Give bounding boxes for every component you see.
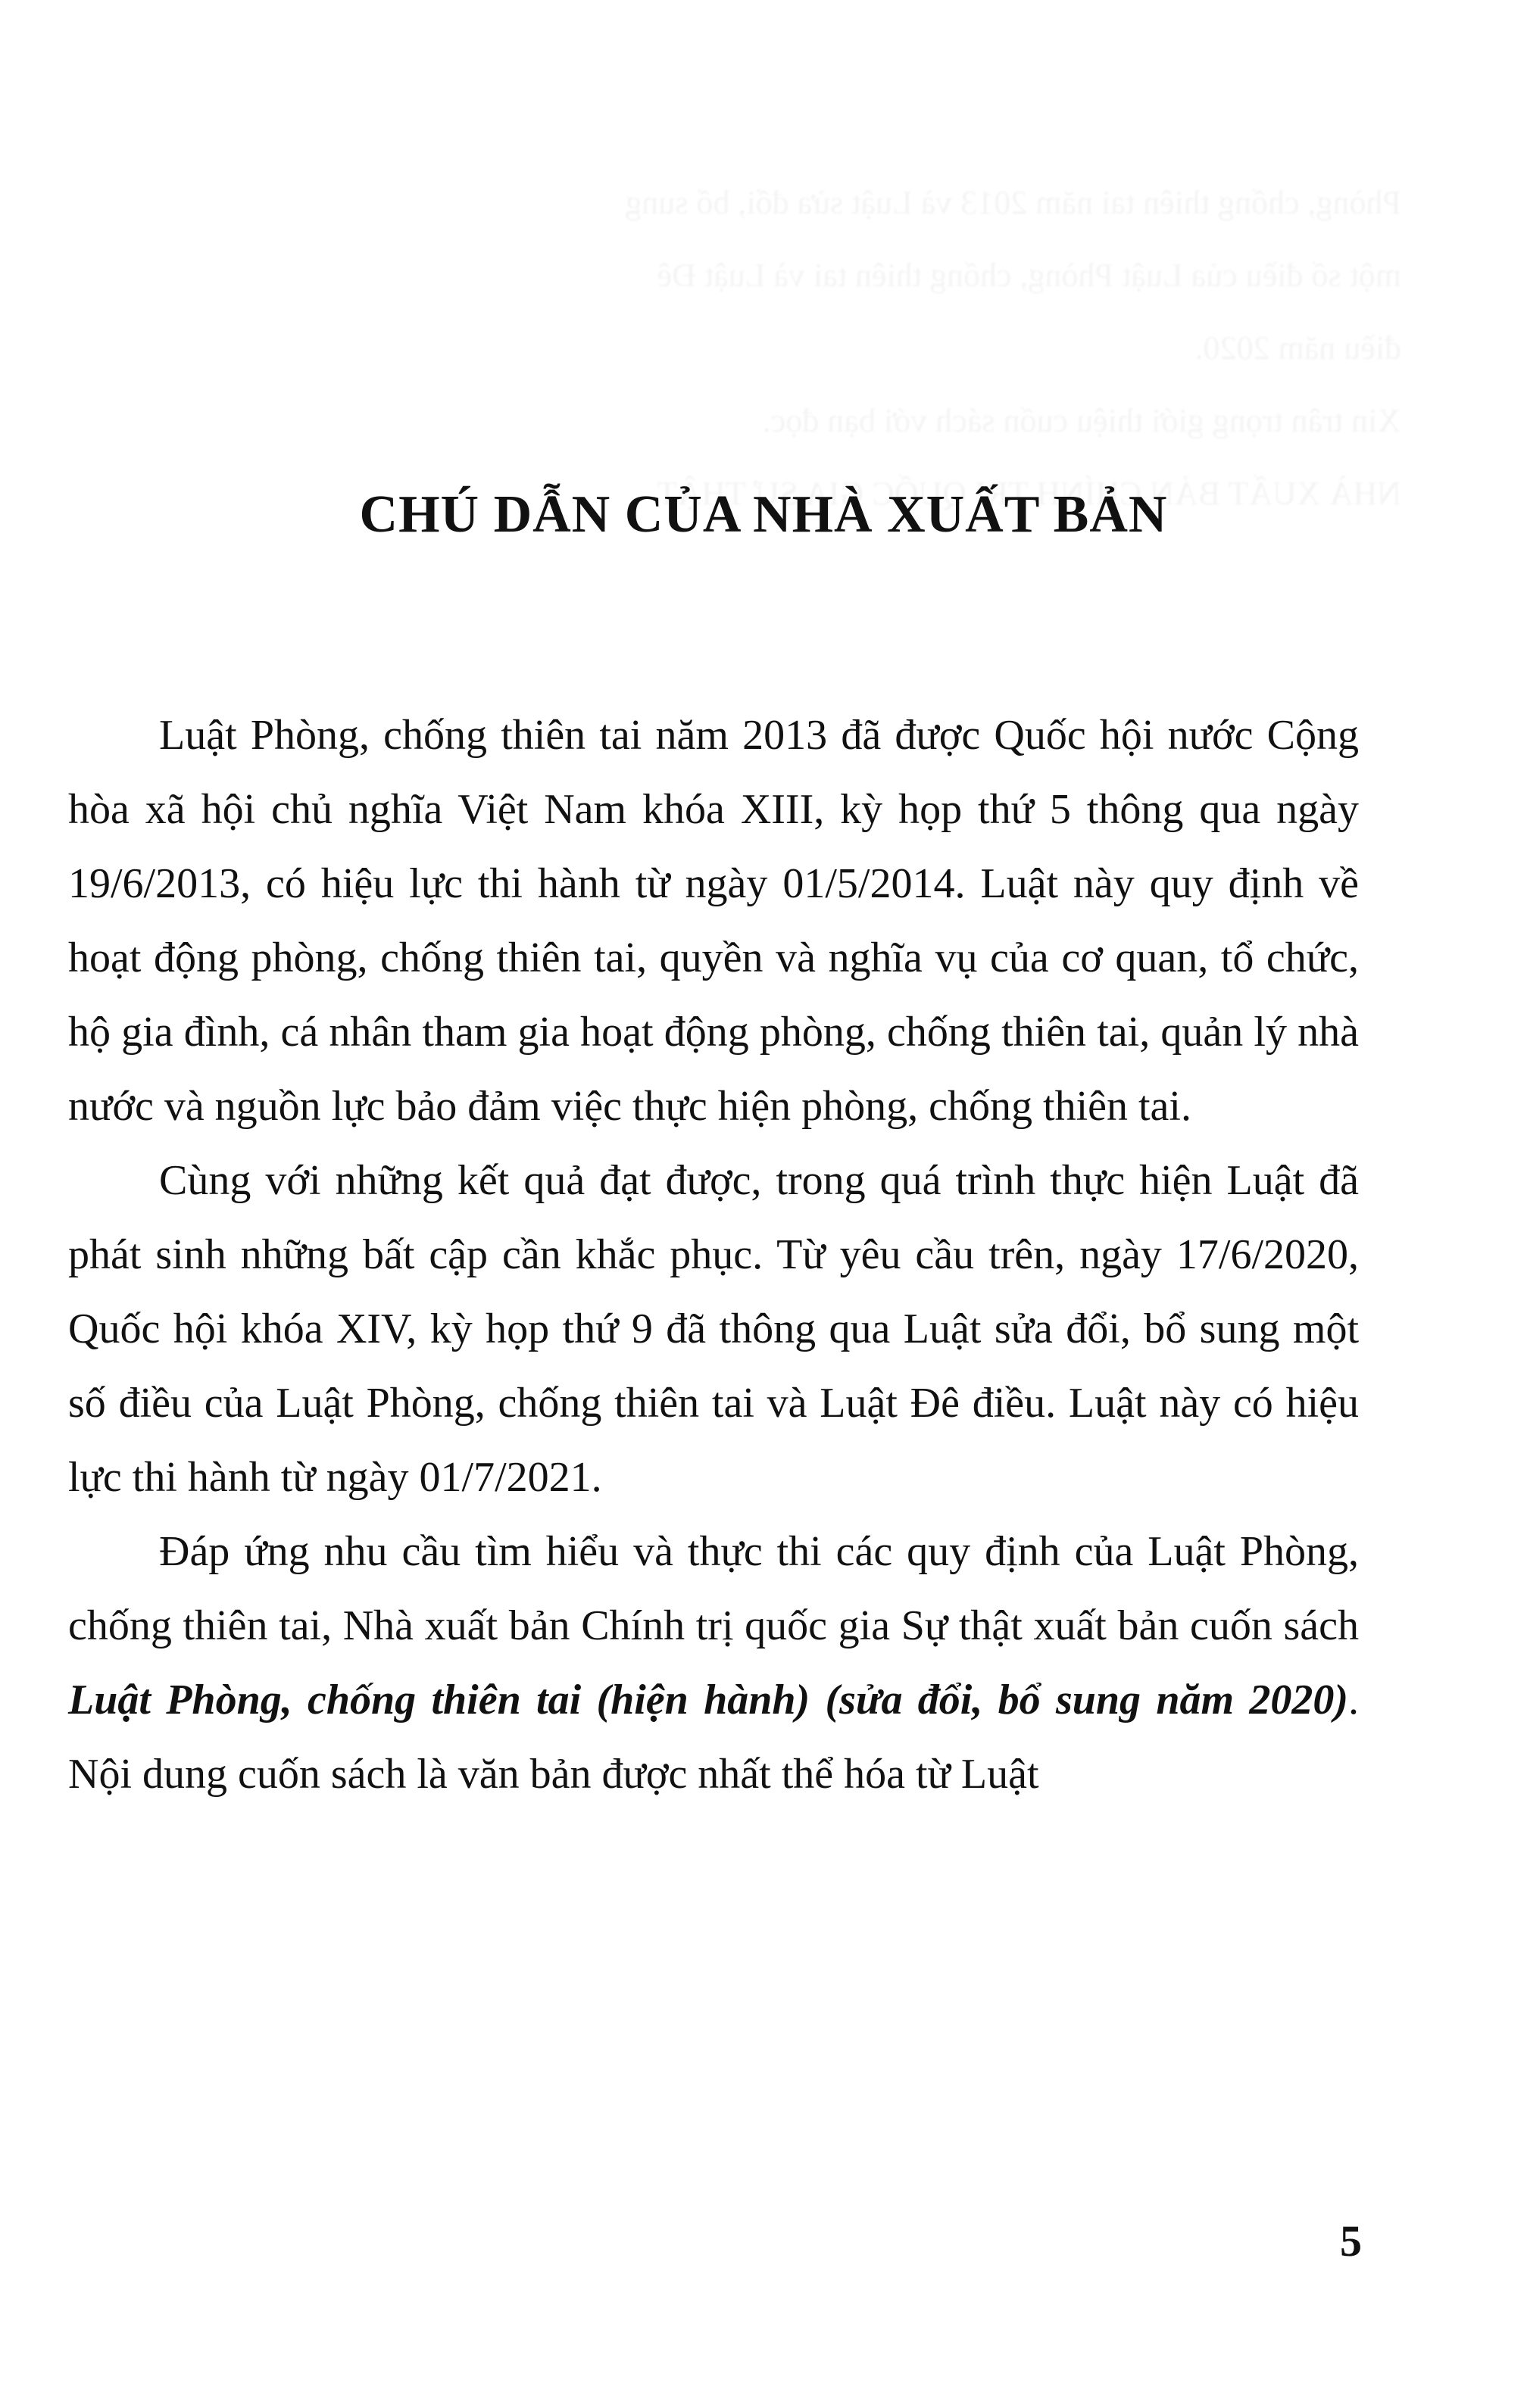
bleed-through-text [326,167,1401,530]
paragraph-2: Cùng với những kết quả đạt được, trong quá trình thực hiện Luật đã phát sinh những bất cập cần khắc phục. Từ yêu cầu trên, ngày 17/6/2020, Quốc hội khóa XIV, kỳ họp thứ 9 đã thông qua Luật sửa đổi, bổ sung một số điều của Luật Phòng, chống thiên tai và Luật Đê điều. Luật này có hiệu lực thi hành từ ngày 01/7/2021. [68,1157,1359,1501]
paragraph-3-text-after: . Nội dung cuốn sách là văn bản được nhất thể hóa từ Luật [68,1677,1359,1798]
paragraph-1: Luật Phòng, chống thiên tai năm 2013 đã được Quốc hội nước Cộng hòa xã hội chủ nghĩa Việt Nam khóa XIII, kỳ họp thứ 5 thông qua ngày 19/6/2013, có hiệu lực thi hành từ ngày 01/5/2014. Luật này quy định về hoạt động phòng, chống thiên tai, quyền và nghĩa vụ của cơ quan, tổ chức, hộ gia đình, cá nhân tham gia hoạt động phòng, chống thiên tai, quản lý nhà nước và nguồn lực bảo đảm việc thực hiện phòng, chống thiên tai. [68,712,1359,1130]
page-number: 5 [1340,2216,1362,2266]
bleed-through-line [326,385,1401,457]
page-heading: CHÚ DẪN CỦA NHÀ XUẤT BẢN [359,485,1168,544]
bleed-through-line [326,312,1401,385]
body-text [68,698,1359,1811]
paragraph-3 [68,1514,1359,1811]
book-title: Luật Phòng, chống thiên tai (hiện hành) (sửa đổi, bổ sung năm 2020) [68,1677,1348,1723]
bleed-through-line [326,239,1401,312]
bleed-through-line [326,167,1401,239]
paragraph-3-text-before: Đáp ứng nhu cầu tìm hiểu và thực thi các quy định của Luật Phòng, chống thiên tai, Nhà xuất bản Chính trị quốc gia Sự thật xuất bản cuốn sách [68,1528,1359,1649]
